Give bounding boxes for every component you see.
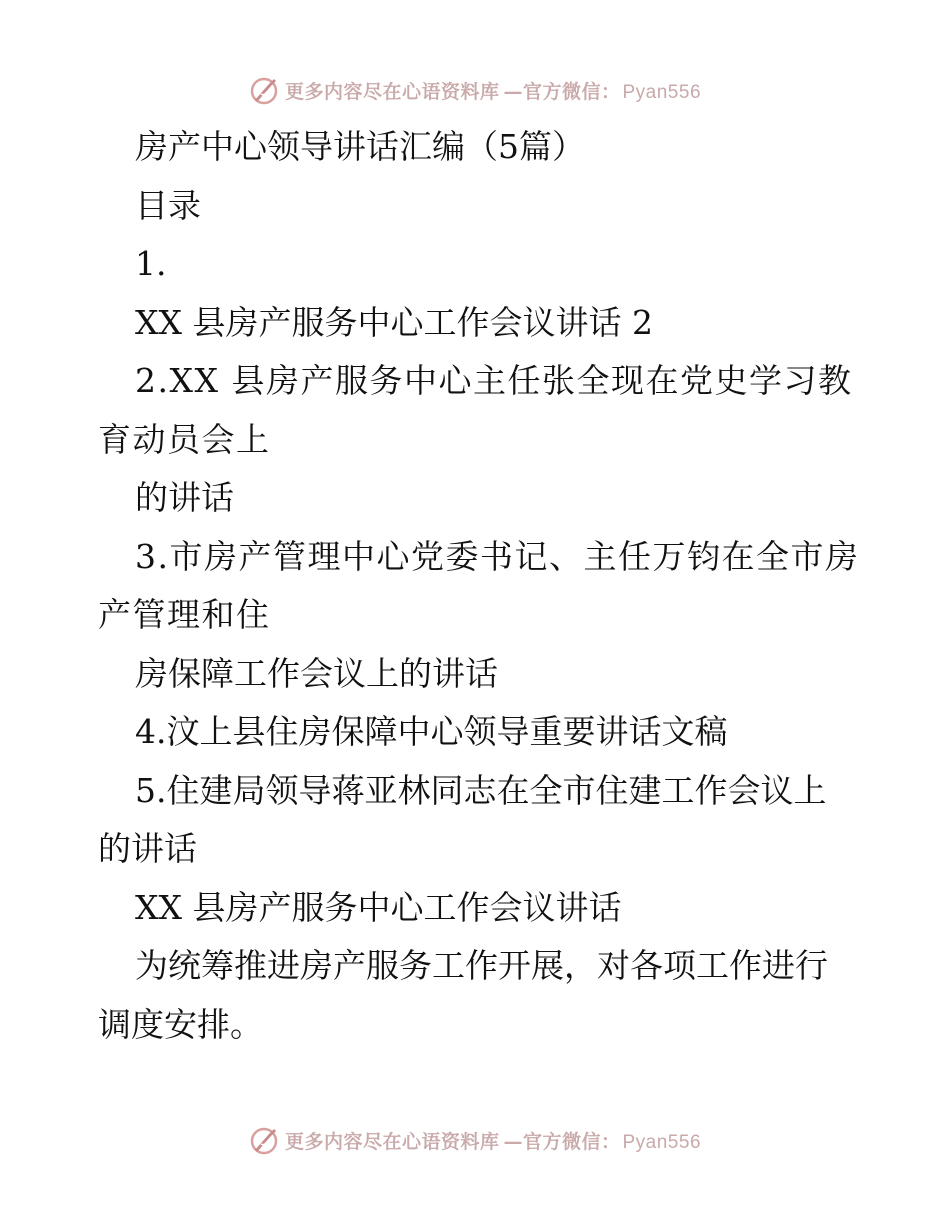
footer-watermark [0, 1120, 950, 1160]
watermark-label: 更多内容尽在心语资料库 [284, 1130, 500, 1153]
text-line: 调度安排。 [98, 1004, 263, 1044]
text-line: 为统筹推进房产服务工作开展，对各项工作进行 [135, 946, 828, 985]
text-line: 4.汶上县住房保障中心领导重要讲话文稿 [135, 712, 728, 751]
watermark-account: Pyan556 [622, 1131, 702, 1153]
text-line: 房保障工作会议上的讲话 [135, 653, 498, 693]
text-line: 1. [135, 244, 167, 283]
toc-heading: 目录 [135, 185, 201, 225]
watermark-text [285, 77, 701, 104]
pen-logo-icon [249, 1124, 281, 1156]
text-line: 5.住建局领导蒋亚林同志在全市住建工作会议上 [135, 770, 827, 810]
watermark-separator: —官方微信： [503, 1130, 621, 1153]
text-line: 育动员会上 [98, 419, 271, 459]
watermark-label: 更多内容尽在心语资料库 [284, 80, 500, 103]
document-title: 房产中心领导讲话汇编（5篇） [135, 127, 585, 166]
document-body [98, 118, 858, 1054]
text-line: 2.XX 县房产服务中心主任张全现在党史学习教 [135, 361, 853, 400]
text-line: XX 县房产服务中心工作会议讲话 2 [135, 302, 653, 342]
text-line: 的讲话 [98, 829, 197, 868]
header-watermark [0, 70, 950, 110]
pen-logo-icon [249, 74, 281, 106]
watermark-account: Pyan556 [622, 81, 702, 103]
text-line: 产管理和住 [98, 595, 271, 634]
watermark-text [285, 1127, 701, 1154]
watermark-separator: —官方微信： [503, 80, 621, 103]
text-line: 的讲话 [135, 478, 234, 517]
text-line: XX 县房产服务中心工作会议讲话 [135, 887, 622, 927]
text-line: 3.市房产管理中心党委书记、主任万钧在全市房 [135, 536, 860, 576]
